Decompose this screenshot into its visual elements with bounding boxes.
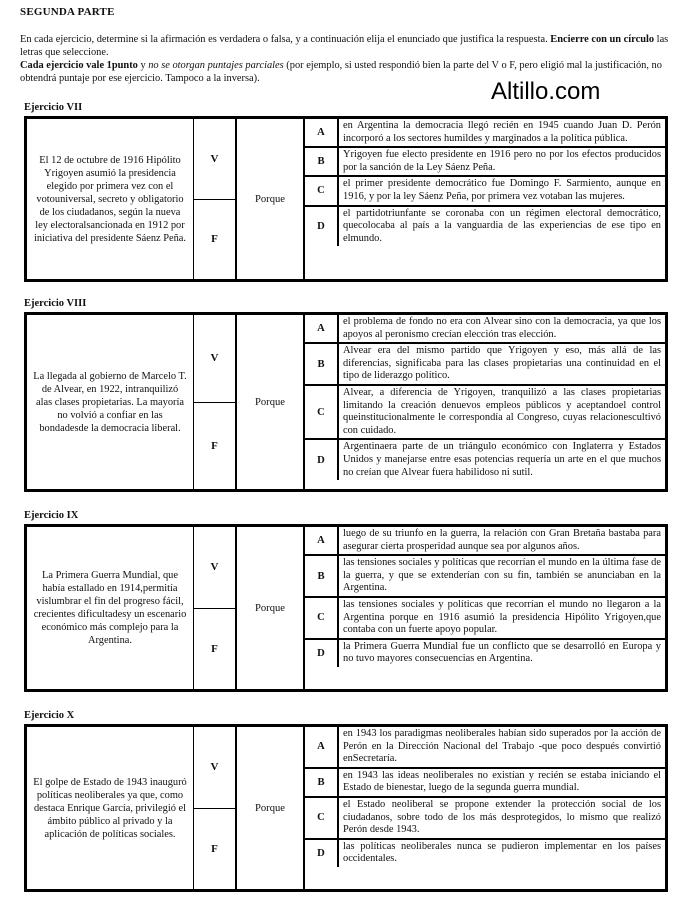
- because-label: Porque: [237, 315, 305, 489]
- exercise-statement: La Primera Guerra Mundial, que había estallado en 1914,permitía vislumbrar el fin del progreso fácil, crecientes dificultadesy un escenario económico más complejo para la Argentina.: [27, 527, 194, 689]
- because-label: Porque: [237, 119, 305, 279]
- because-label: Porque: [237, 727, 305, 889]
- option-text: las tensiones sociales y políticas que recorrían el mundo en la última fase de la guerra, y que se extenderían con su fin, también se anunciaban en la Argentina.: [343, 557, 661, 594]
- option-text: el primer presidente democrático fue Domingo F. Sarmiento, aunque en 1916, y por la ley Sáenz Peña, por primera vez votaban las mujeres.: [343, 178, 661, 202]
- option-letter[interactable]: D: [305, 840, 339, 867]
- instructions-line1-end: las letras que seleccione.: [20, 34, 669, 58]
- true-false-cells: [194, 527, 237, 689]
- exercise-statement: El 12 de octubre de 1916 Hipólito Yrigoyen asumió la presidencia elegido por primera vez con el votouniversal, secreto y obligatorio de los ciudadanos, según la nueva ley electoralsancionada en 1912 por iniciativa del presidente Sáenz Peña.: [27, 119, 194, 279]
- instructions-emphasis-circle: Encierre con un círculo: [550, 34, 655, 45]
- instructions-line2-end: (por ejemplo, si usted respondió bien la parte del V o F, pero eligió mal la justificación, no obtendrá puntaje por ese ejercicio. Tampoco a la inversa).: [20, 60, 662, 84]
- option-text: el partidotriunfante se coronaba con un régimen electoral democrático, quecolocaba al país a la vanguardia de las experiencias de ese tipo en elmundo.: [343, 207, 661, 244]
- true-false-cells: [194, 119, 237, 279]
- exercise-label: Ejercicio VIII: [24, 298, 87, 309]
- false-option[interactable]: F: [211, 842, 218, 855]
- option-text: en 1943 las ideas neoliberales no existían y recién se estaba iniciando el Estado de bienestar, luego de la segunda guerra mundial.: [343, 769, 661, 794]
- true-false-cells: [194, 315, 237, 489]
- option-row: [305, 727, 665, 769]
- option-text: en Argentina la democracia llegó recién en 1945 cuando Juan D. Perón incorporó a los sectores humildes y marginados a la política pública.: [343, 120, 661, 144]
- option-text: en 1943 los paradigmas neoliberales habían sido superados por la acción de Perón en la Dirección Nacional del Trabajo -que poco después convirtió enSecretaría.: [343, 728, 661, 765]
- option-row: [305, 440, 665, 480]
- option-row: [305, 315, 665, 344]
- option-text: Alvear, a diferencia de Yrigoyen, tranquilizó a las clases propietarias limitando la creación denuevos empleos públicos y aceptandoel control queinstitucionalmente le correspondía al Congreso, cuyas relacionescultivó con cuidado.: [343, 386, 661, 436]
- option-text: las políticas neoliberales nunca se pudieron implementar en los países occidentales.: [343, 840, 661, 865]
- instructions-line1: En cada ejercicio, determine si la afirmación es verdadera o falsa, y a continuación elija el enunciado que justifica la respuesta.: [20, 34, 551, 45]
- exercise-label: Ejercicio IX: [24, 510, 79, 521]
- option-letter[interactable]: D: [305, 207, 339, 247]
- option-text: Yrigoyen fue electo presidente en 1916 pero no por los efectos producidos por la sanción de la Ley Sáenz Peña.: [343, 149, 661, 173]
- option-letter[interactable]: D: [305, 440, 339, 480]
- option-text: luego de su triunfo en la guerra, la relación con Gran Bretaña bastaba para asegurar cierta prosperidad aunque sea por algunos años.: [343, 528, 661, 552]
- option-text: el Estado neoliberal se propone extender la protección social de los ciudadanos, sobre todo de los más desprotegidos, lo mismo que realizó Perón desde 1943.: [343, 798, 661, 836]
- option-letter[interactable]: B: [305, 769, 339, 796]
- because-label: Porque: [237, 527, 305, 689]
- option-letter[interactable]: B: [305, 344, 339, 384]
- option-row: [305, 640, 665, 667]
- option-text: Argentinaera parte de un triángulo económico con Inglaterra y Estados Unidos y manejarse entre esas potencias requería un arte en el que muchos no creían que Alvear fuera habilidoso ni sutil.: [343, 441, 661, 478]
- exercise-table: [24, 724, 668, 892]
- justification-options: [305, 527, 665, 689]
- option-letter[interactable]: C: [305, 177, 339, 204]
- exercise-statement: La llegada al gobierno de Marcelo T. de Alvear, en 1922, intranquilizó alas clases propietarias. La mayoría no volvió a confiar en las bondadesde la democracia liberal.: [27, 315, 194, 489]
- justification-options: [305, 315, 665, 489]
- option-row: [305, 119, 665, 148]
- option-letter[interactable]: B: [305, 556, 339, 596]
- instructions-no-partial: no se otorgan puntajes parciales: [148, 60, 284, 71]
- option-row: [305, 798, 665, 840]
- true-option[interactable]: V: [194, 727, 235, 809]
- option-letter[interactable]: A: [305, 727, 339, 767]
- option-text: la Primera Guerra Mundial fue un conflicto que se desarrolló en Europa y no tuvo mayores consecuencias en Argentina.: [343, 640, 661, 665]
- option-row: [305, 148, 665, 177]
- option-row: [305, 769, 665, 798]
- option-letter[interactable]: C: [305, 598, 339, 638]
- option-row: [305, 207, 665, 247]
- true-option[interactable]: V: [194, 119, 235, 200]
- exercise-table: [24, 524, 668, 692]
- option-letter[interactable]: A: [305, 315, 339, 342]
- instructions-points: Cada ejercicio vale 1punto: [20, 60, 138, 71]
- option-letter[interactable]: D: [305, 640, 339, 667]
- option-row: [305, 556, 665, 598]
- exercise-label: Ejercicio X: [24, 710, 75, 721]
- option-row: [305, 527, 665, 556]
- option-text: el problema de fondo no era con Alvear sino con la democracia, ya que los apoyos al peronismo crecían elección tras elección.: [343, 316, 661, 340]
- false-option[interactable]: F: [211, 439, 218, 452]
- exercise-table: [24, 312, 668, 492]
- option-row: [305, 344, 665, 386]
- exercise-table: [24, 116, 668, 282]
- true-false-cells: [194, 727, 237, 889]
- instructions-connector: y: [137, 60, 149, 71]
- option-letter[interactable]: C: [305, 386, 339, 438]
- true-option[interactable]: V: [194, 315, 235, 403]
- option-row: [305, 840, 665, 867]
- exercise-statement: El golpe de Estado de 1943 inauguró políticas neoliberales ya que, como destaca Enrique García, privilegió el ámbito público al privado y la aplicación de políticas sociales.: [27, 727, 194, 889]
- option-text: Alvear era del mismo partido que Yrigoyen y eso, más allá de las diferencias, significaba para las clases propietarias una continuidad en el tipo de liderazgo político.: [343, 345, 661, 382]
- option-text: las tensiones sociales y políticas que recorrían el mundo no llegaron a la Argentina porque en 1916 asumió la presidencia Hipólito Yrigoyen,que contaba con un fuerte apoyo popular.: [343, 598, 661, 636]
- true-option[interactable]: V: [194, 527, 235, 609]
- option-letter[interactable]: A: [305, 527, 339, 554]
- section-title: SEGUNDA PARTE: [20, 6, 115, 18]
- justification-options: [305, 727, 665, 889]
- option-letter[interactable]: C: [305, 798, 339, 838]
- false-option[interactable]: F: [211, 233, 218, 246]
- exercise-label: Ejercicio VII: [24, 102, 83, 113]
- justification-options: [305, 119, 665, 279]
- option-row: [305, 598, 665, 640]
- option-row: [305, 177, 665, 206]
- option-row: [305, 386, 665, 440]
- option-letter[interactable]: B: [305, 148, 339, 175]
- watermark-logo: Altillo.com: [491, 78, 601, 105]
- option-letter[interactable]: A: [305, 119, 339, 146]
- false-option[interactable]: F: [211, 642, 218, 655]
